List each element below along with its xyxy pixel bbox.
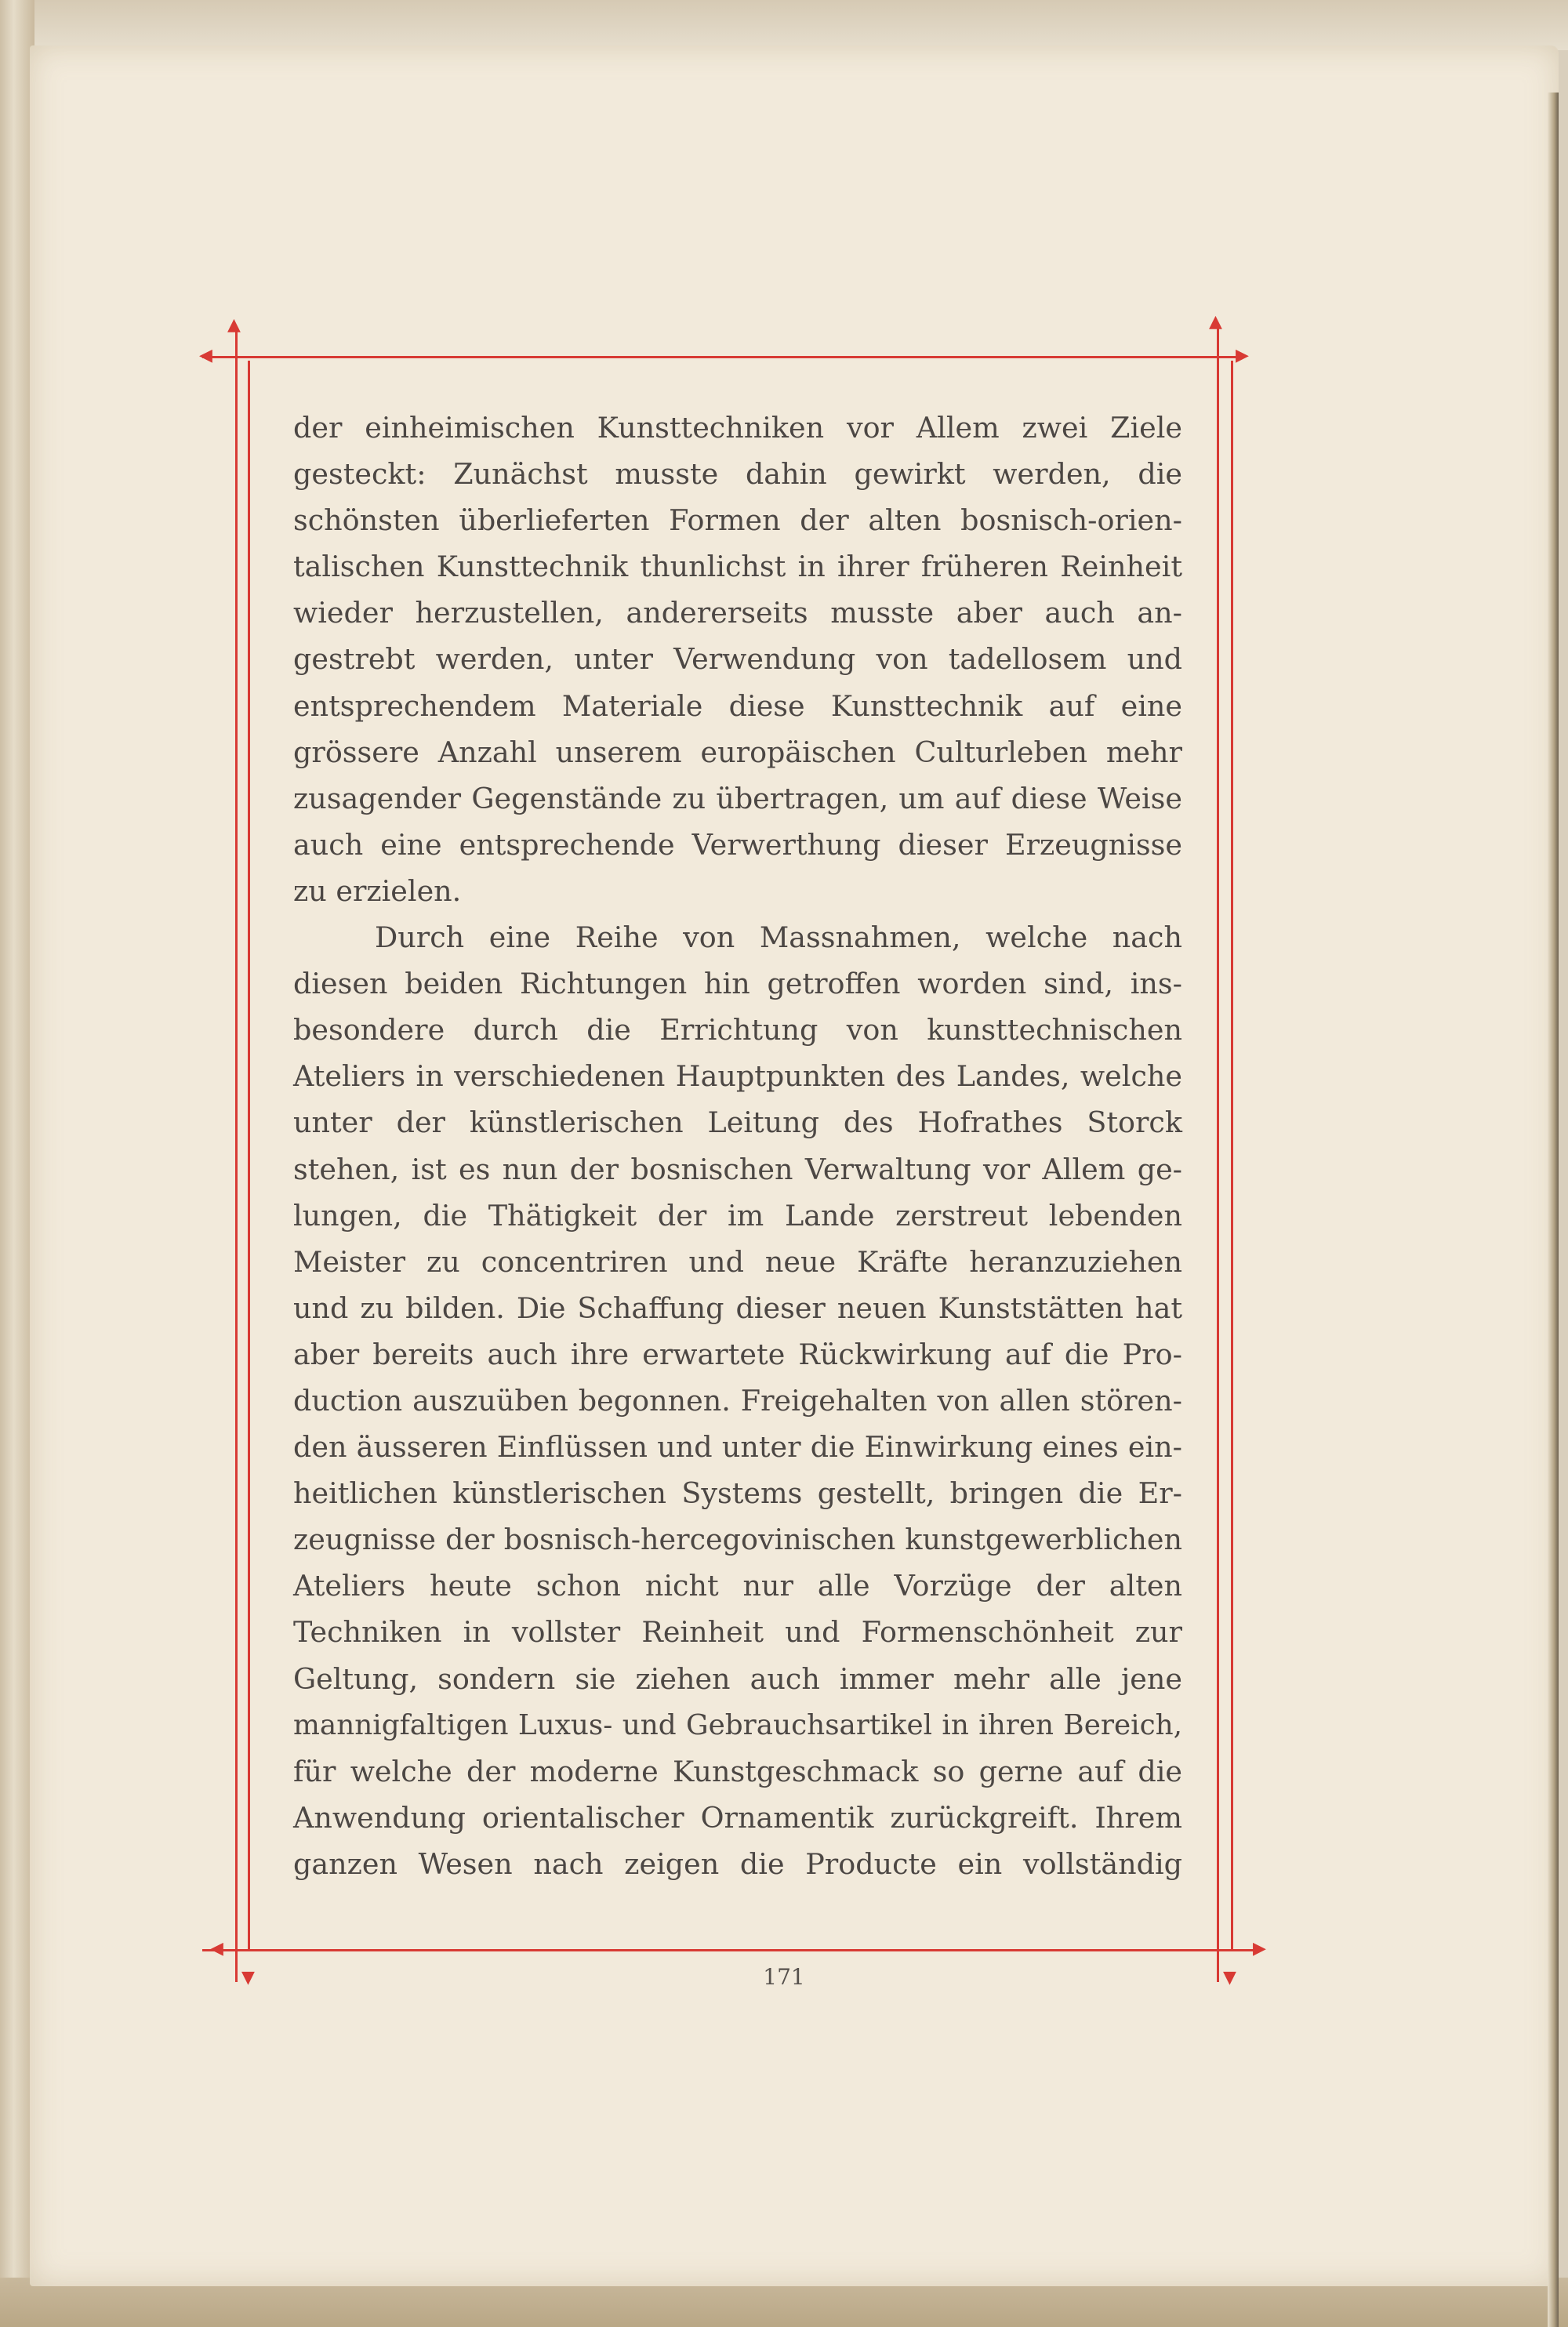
page-number: 171 xyxy=(763,1964,805,1990)
text-line: duction auszuüben begonnen. Freigehalten von allen stören- xyxy=(293,1383,1182,1418)
text-line: zusagender Gegenstände zu übertragen, um auf diese Weise xyxy=(293,781,1182,815)
frame-arrow-bottom-left-icon: ▼ xyxy=(241,1968,255,1988)
frame-arrow-left-top-icon: ◀ xyxy=(199,346,212,365)
text-line: auch eine entsprechende Verwerthung dieser Erzeugnisse xyxy=(293,827,1182,862)
text-line: Anwendung orientalischer Ornamentik zurückgreift. Ihrem xyxy=(293,1800,1182,1835)
text-line: heitlichen künstlerischen Systems gestellt, bringen die Er- xyxy=(293,1476,1182,1511)
text-line: wieder herzustellen, andererseits musste aber auch an- xyxy=(293,596,1182,630)
text-line: Geltung, sondern sie ziehen auch immer mehr alle jene xyxy=(293,1661,1182,1696)
text-line: zu erzielen. xyxy=(293,873,462,908)
frame-arrow-top-left-icon: ▲ xyxy=(227,315,241,335)
frame-arrow-bottom-right-icon: ▼ xyxy=(1223,1968,1236,1988)
text-line: schönsten überlieferten Formen der alten bosnisch-orien- xyxy=(293,503,1182,538)
text-line: der einheimischen Kunsttechniken vor Allem zwei Ziele xyxy=(293,411,1182,445)
frame-right-line-outer xyxy=(1217,323,1219,1982)
frame-right-line-inner xyxy=(1231,361,1233,1949)
text-line: für welche der moderne Kunstgeschmack so gerne auf die xyxy=(293,1754,1182,1788)
text-line: Ateliers in verschiedenen Hauptpunkten des Landes, welche xyxy=(293,1059,1182,1094)
text-line: gestrebt werden, unter Verwendung von tadellosem und xyxy=(293,642,1182,677)
text-line: talischen Kunsttechnik thunlichst in ihrer früheren Reinheit xyxy=(293,550,1182,584)
text-line: grössere Anzahl unserem europäischen Culturleben mehr xyxy=(293,735,1182,769)
frame-bottom-line xyxy=(202,1949,1261,1951)
text-line: lungen, die Thätigkeit der im Lande zerstreut lebenden xyxy=(293,1198,1182,1232)
text-line: zeugnisse der bosnisch-hercegovinischen kunstgewerblichen xyxy=(293,1523,1182,1557)
text-line: stehen, ist es nun der bosnischen Verwaltung vor Allem ge- xyxy=(293,1152,1182,1186)
text-line: ganzen Wesen nach zeigen die Producte ein vollständig xyxy=(293,1846,1182,1881)
frame-left-line-inner xyxy=(248,361,250,1949)
frame-left-line-outer xyxy=(235,326,238,1982)
text-line: mannigfaltigen Luxus- und Gebrauchsartikel in ihren Bereich, xyxy=(293,1708,1182,1741)
text-line: entsprechendem Materiale diese Kunsttechnik auf eine xyxy=(293,688,1182,723)
frame-arrow-left-bottom-icon: ◀ xyxy=(210,1939,223,1959)
frame-arrow-right-bottom-icon: ▶ xyxy=(1253,1939,1266,1959)
frame-arrow-right-top-icon: ▶ xyxy=(1236,346,1249,365)
text-line: besondere durch die Errichtung von kunsttechnischen xyxy=(293,1013,1182,1047)
text-line: gesteckt: Zunächst musste dahin gewirkt werden, die xyxy=(293,457,1182,492)
text-line: unter der künstlerischen Leitung des Hofrathes Storck xyxy=(293,1105,1182,1140)
text-line: Meister zu concentriren und neue Kräfte heranzuziehen xyxy=(293,1244,1182,1279)
text-line: und zu bilden. Die Schaffung dieser neuen Kunststätten hat xyxy=(293,1291,1182,1325)
page-edge-shadow xyxy=(1548,93,1559,2327)
frame-arrow-top-right-icon: ▲ xyxy=(1209,312,1222,332)
text-line: diesen beiden Richtungen hin getroffen worden sind, ins- xyxy=(293,967,1182,1001)
text-line: Ateliers heute schon nicht nur alle Vorzüge der alten xyxy=(293,1569,1182,1603)
scan-background-top xyxy=(0,0,1568,50)
text-line: den äusseren Einflüssen und unter die Einwirkung eines ein- xyxy=(293,1430,1182,1465)
frame-top-line xyxy=(202,356,1243,358)
text-line: Techniken in vollster Reinheit und Formenschönheit zur xyxy=(293,1615,1182,1650)
body-text xyxy=(293,405,1182,1887)
text-line: aber bereits auch ihre erwartete Rückwirkung auf die Pro- xyxy=(293,1337,1182,1371)
text-line: Durch eine Reihe von Massnahmen, welche nach xyxy=(375,920,1182,955)
